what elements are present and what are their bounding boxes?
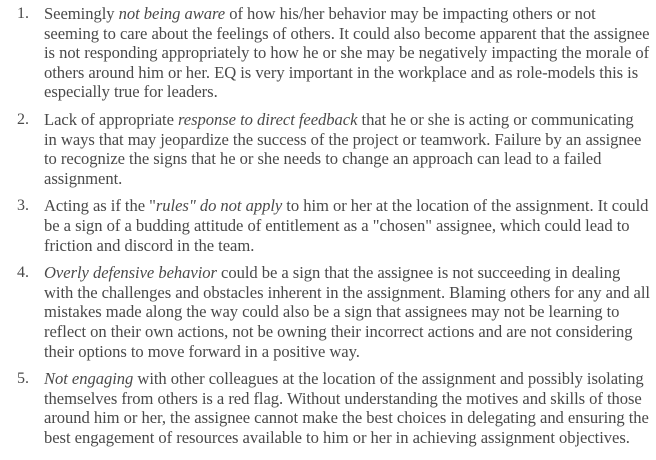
text-pre: Seemingly — [44, 4, 119, 23]
list-item — [0, 263, 656, 361]
list-number: 1. — [17, 5, 29, 22]
list-number: 3. — [17, 197, 29, 215]
text-pre: Acting as if the " — [44, 196, 156, 216]
list-number: 4. — [17, 264, 29, 282]
text-post: with other colleagues at the location of the assignment and possibly isolating themselves from others is a red flag. Without understanding the motives and skills of those around him or her, the assignee cannot make the best choices in delegating and ensuring the best engagement of resources available to him or her in achieving assignment objectives. — [44, 369, 649, 447]
text-post: could be a sign that the assignee is not succeeding in dealing with the challenges and obstacles inherent in the assignment. Blaming others for any and all mistakes made along the way could also be a sign that assignees may not be learning to reflect on their own actions, not be owning their incorrect actions and are not considering their options to move forward in a positive way. — [44, 263, 650, 361]
text-post: that he or she is acting or communicating in ways that may jeopardize the success of the project or teamwork. Failure by an assignee to recognize the signs that he or she needs to change an approach can lead to a failed assignment. — [44, 109, 642, 188]
list-item — [0, 110, 656, 188]
list-number: 5. — [17, 370, 29, 388]
list-item-text — [44, 263, 650, 361]
text-post: to him or her at the location of the assignment. It could be a sign of a budding attitude of entitlement as a "chosen" assignee, which could lead to friction and discord in the team. — [44, 196, 649, 255]
list-item-text — [44, 110, 650, 188]
emphasis-text: rules" do not apply — [155, 196, 283, 216]
text-post: of how his/her behavior may be impacting others or not seeming to care about the feelings of others. It could also become apparent that the assignee is not responding appropriately to how he or she may be negatively impacting the morale of others around him or her. EQ is very important in the workplace and as role-models this is especially true for leaders. — [44, 4, 650, 102]
emphasis-text: response to direct feedback — [178, 109, 358, 129]
list-item-text — [44, 196, 650, 255]
document-body — [0, 4, 656, 455]
list-number: 2. — [17, 110, 29, 128]
warning-signs-list — [0, 4, 656, 447]
list-item-text — [44, 4, 650, 102]
list-item — [0, 4, 656, 102]
list-item — [0, 369, 656, 447]
text-pre: Lack of appropriate — [44, 109, 178, 129]
list-item — [0, 196, 656, 255]
emphasis-text: Overly defensive behavior — [44, 263, 217, 283]
emphasis-text: Not engaging — [44, 369, 134, 389]
list-item-text — [44, 369, 650, 447]
emphasis-text: not being aware — [118, 4, 226, 23]
